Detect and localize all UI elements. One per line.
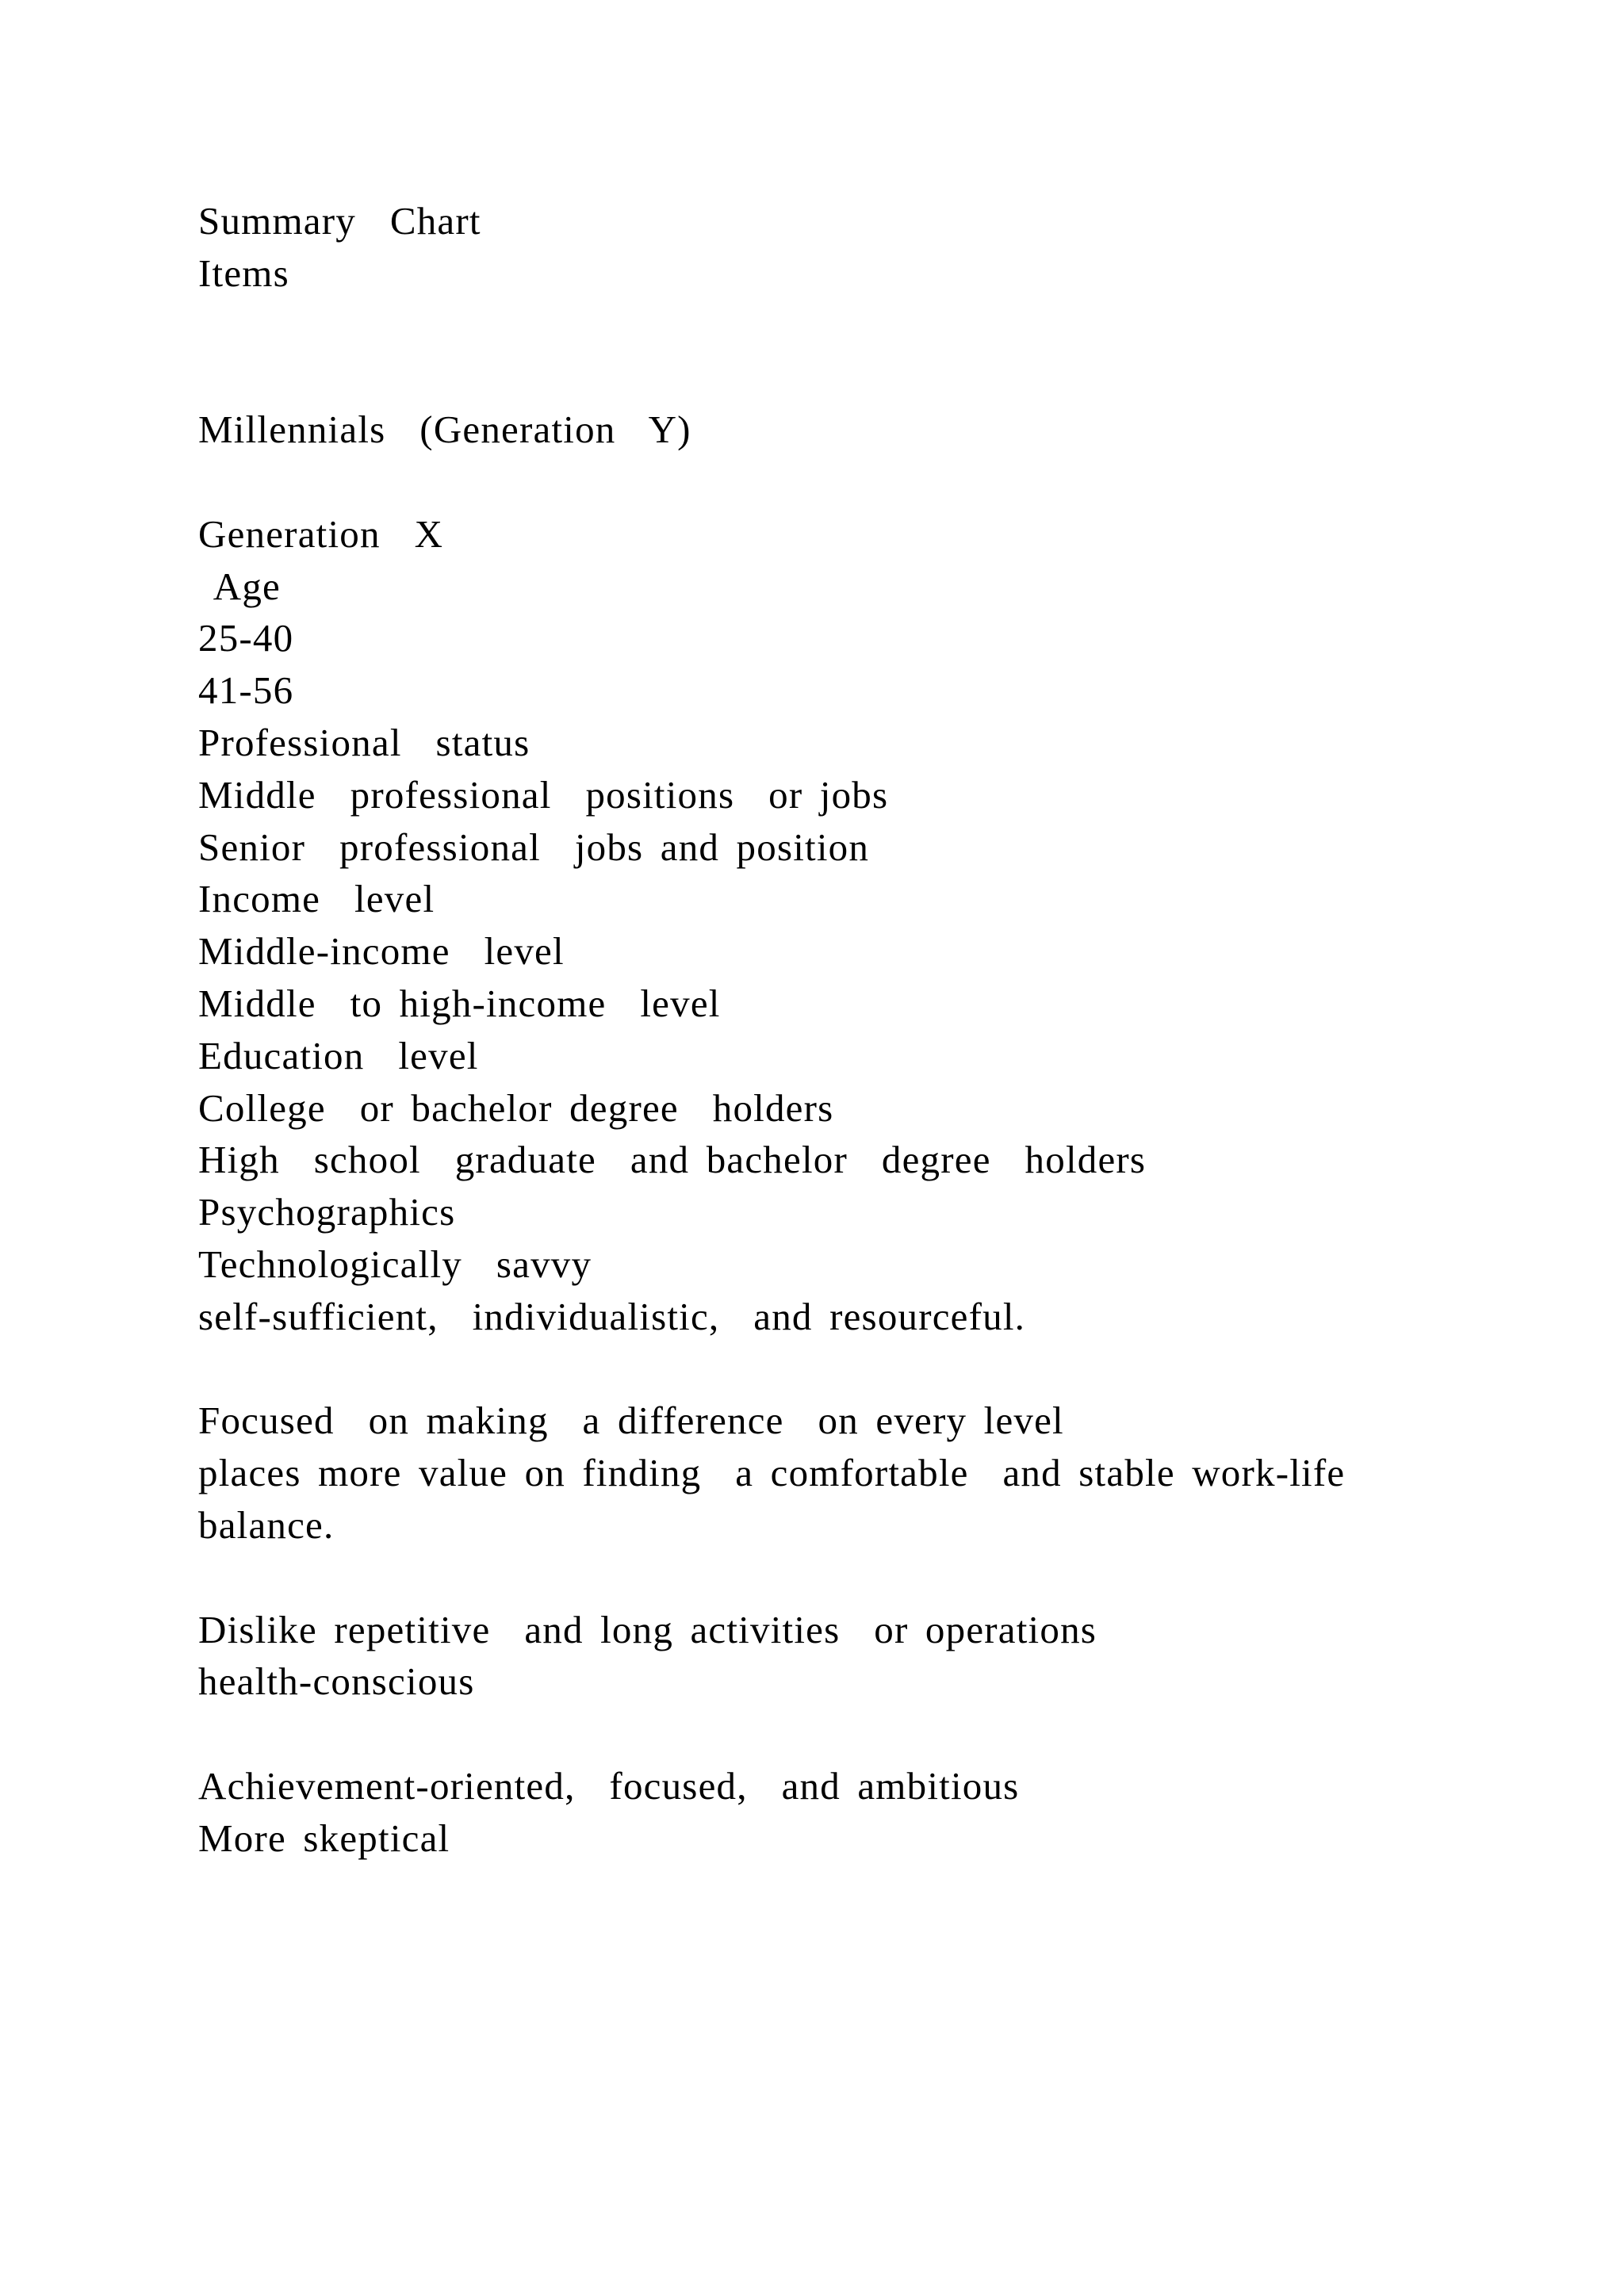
text-line: Education level: [198, 1033, 479, 1077]
text-line: Age: [198, 564, 281, 608]
spacer: [198, 1552, 1507, 1604]
spacer: [198, 1708, 1507, 1760]
text-line: Focused on making a difference on every level: [198, 1399, 1064, 1443]
text-line: places more value on finding a comfortable and stable work-life: [198, 1451, 1346, 1495]
text-line: Senior professional jobs and position: [198, 825, 870, 869]
text-line: 41-56: [198, 668, 294, 713]
text-line: Middle-income level: [198, 929, 565, 974]
text-line: Income level: [198, 877, 435, 921]
text-line: Technologically savvy: [198, 1242, 592, 1286]
text-line: College or bachelor degree holders: [198, 1085, 834, 1130]
text-line: Items: [198, 251, 289, 295]
text-line: High school graduate and bachelor degree holders: [198, 1138, 1147, 1182]
text-line: health-conscious: [198, 1659, 475, 1704]
text-line: Achievement-oriented, focused, and ambitious: [198, 1763, 1020, 1808]
text-line: Psychographics: [198, 1190, 456, 1234]
spacer: [198, 300, 1507, 404]
text-line: Millennials (Generation Y): [198, 408, 691, 452]
document-title: Summary Chart: [198, 199, 481, 243]
text-line: Middle professional positions or jobs: [198, 772, 889, 817]
text-line: self-sufficient, individualistic, and resourceful.: [198, 1294, 1026, 1338]
text-line: balance.: [198, 1502, 335, 1547]
text-line: Dislike repetitive and long activities or operations: [198, 1607, 1097, 1651]
text-line: Generation X: [198, 511, 444, 556]
text-line: Professional status: [198, 720, 530, 764]
text-line: Middle to high-income level: [198, 981, 721, 1025]
text-line: 25-40: [198, 616, 294, 660]
spacer: [198, 456, 1507, 508]
document-body: [198, 195, 1507, 1865]
text-line: More skeptical: [198, 1816, 450, 1860]
spacer: [198, 1343, 1507, 1395]
